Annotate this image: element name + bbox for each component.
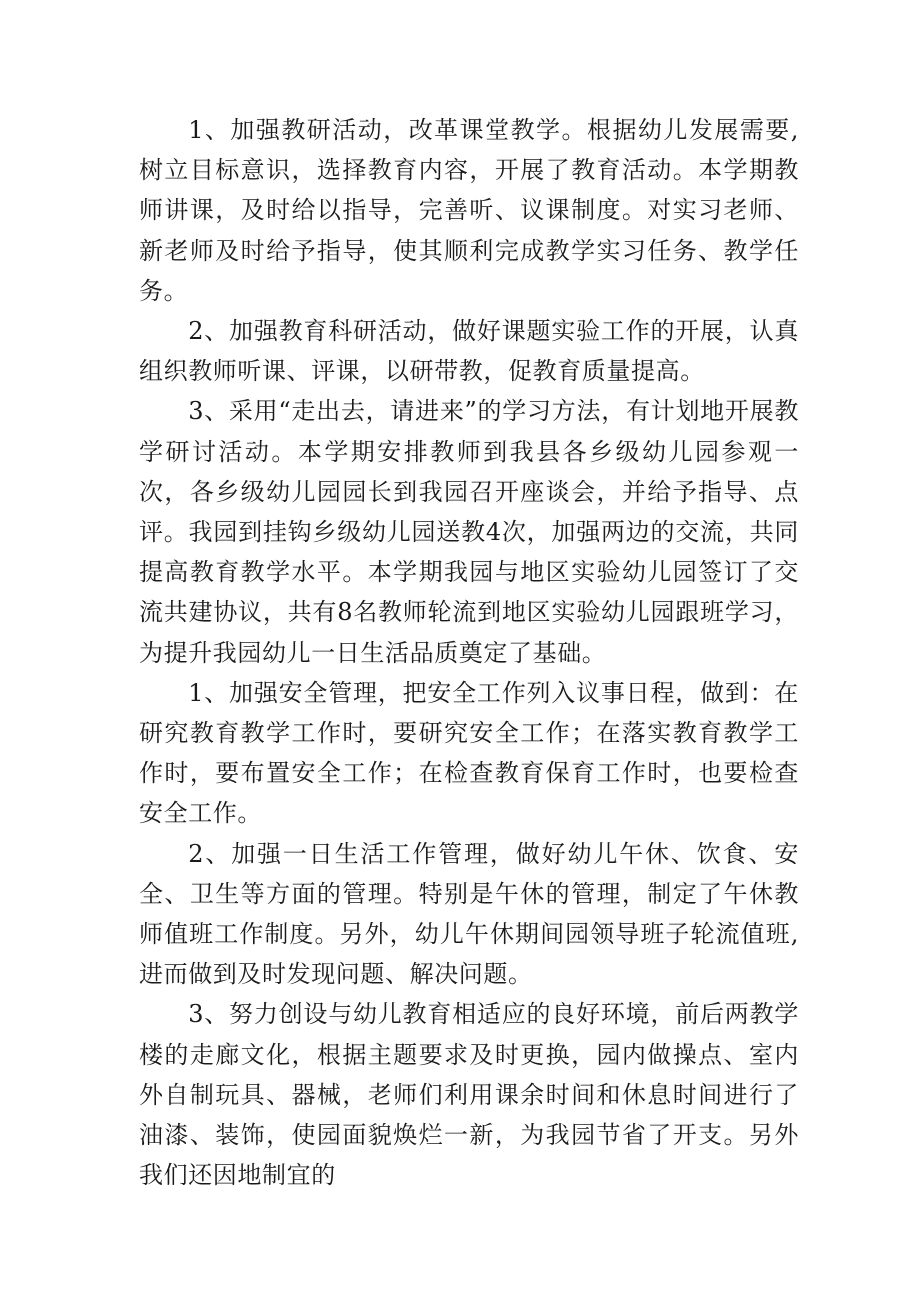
paragraph-daily-life-management: 2、加强一日生活工作管理，做好幼儿午休、饮食、安全、卫生等方面的管理。特别是午休的管理，制定了午休教师值班工作制度。另外，幼儿午休期间园领导班子轮流值班,进而做到及时发现问题、解决问题。 bbox=[139, 839, 799, 989]
paragraph-environment-creation: 3、努力创设与幼儿教育相适应的良好环境，前后两教学楼的走廊文化，根据主题要求及时更换，园内做操点、室内外自制玩具、器械，老师们利用课余时间和休息时间进行了油漆、装饰，使园面貌焕烂一新，为我园节省了开支。另外我们还因地制宜的 bbox=[139, 1000, 799, 1190]
paragraph-exchange-learning: 3、采用“走出去，请进来”的学习方法，有计划地开展教学研讨活动。本学期安排教师到我县各乡级幼儿园参观一次，各乡级幼儿园园长到我园召开座谈会，并给予指导、点评。我园到挂钩乡级幼儿园送教4次，加强两边的交流，共同提高教育教学水平。本学期我园与地区实验幼儿园签订了交流共建协议，共有8名教师轮流到地区实验幼儿园跟班学习，为提升我园幼儿一日生活品质奠定了基础。 bbox=[139, 397, 799, 667]
paragraph-safety-management: 1、加强安全管理，把安全工作列入议事日程，做到：在研究教育教学工作时，要研究安全工作；在落实教育教学工作时，要布置安全工作；在检查教育保育工作时，也要检查安全工作。 bbox=[139, 678, 799, 828]
paragraph-research-activities: 2、加强教育科研活动，做好课题实验工作的开展，认真组织教师听课、评课，以研带教，促教育质量提高。 bbox=[139, 317, 799, 386]
document-body bbox=[139, 110, 799, 1195]
paragraph-teaching-research: 1、加强教研活动，改革课堂教学。根据幼儿发展需要,树立目标意识，选择教育内容，开展了教育活动。本学期教师讲课，及时给以指导，完善听、议课制度。对实习老师、新老师及时给予指导，使其顺利完成教学实习任务、教学任务。 bbox=[139, 116, 799, 305]
